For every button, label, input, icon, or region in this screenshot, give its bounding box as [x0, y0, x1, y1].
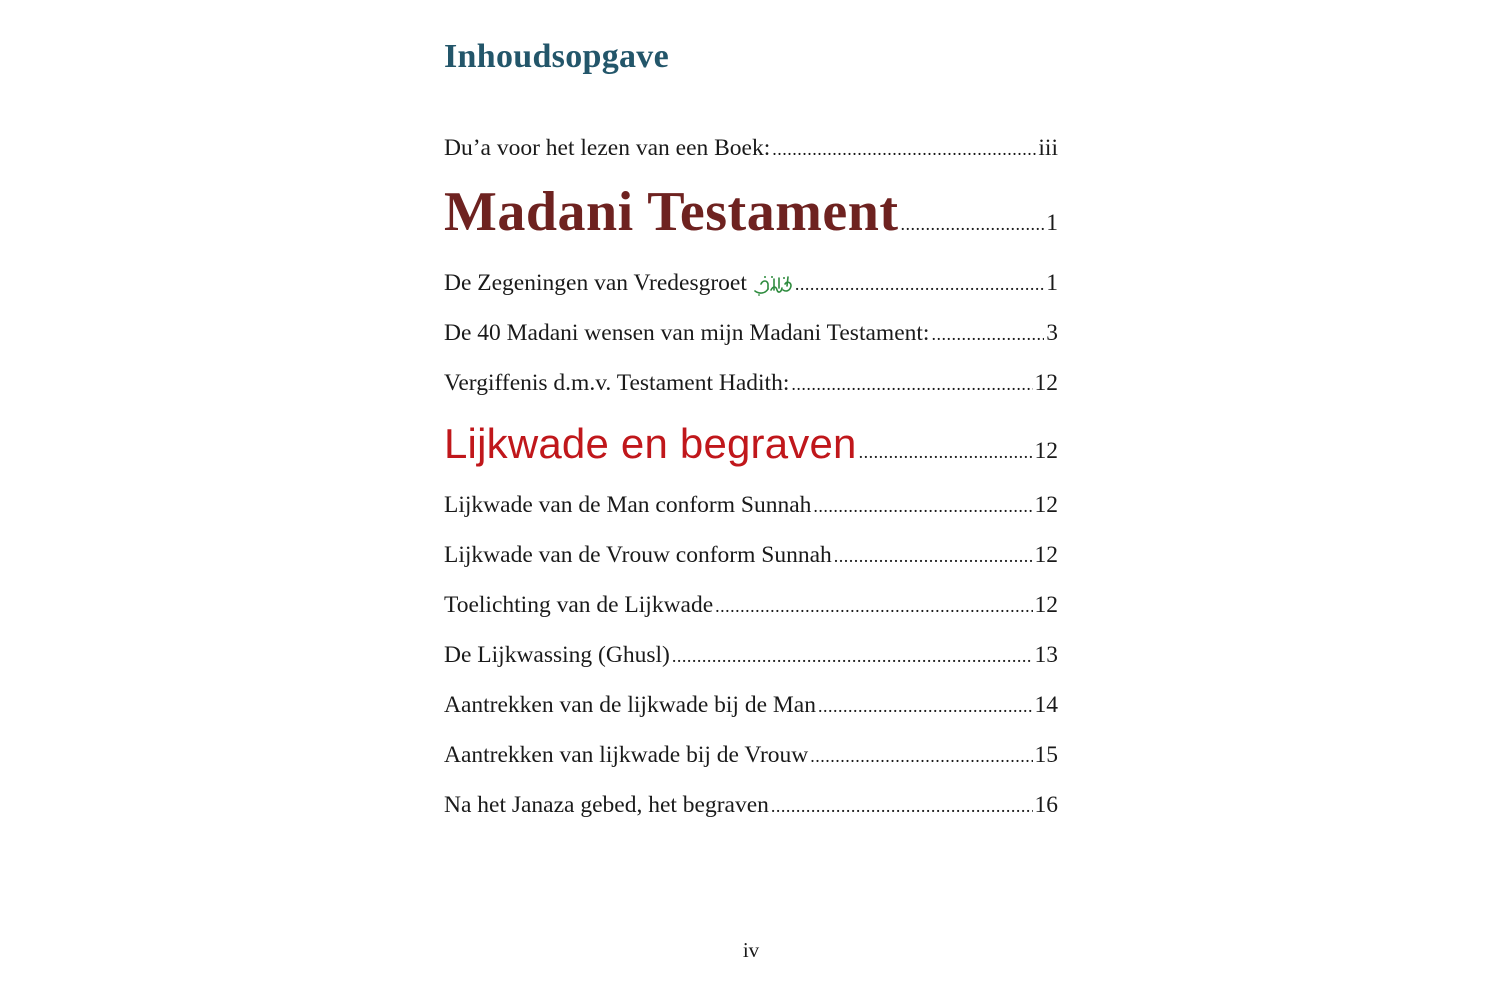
toc-entry[interactable] — [444, 270, 1058, 297]
toc-entry[interactable] — [444, 135, 1058, 162]
toc-page-number: 12 — [1034, 542, 1058, 568]
toc-entry-title: Toelichting van de Lijkwade — [444, 592, 714, 618]
toc-page-number: 1 — [1046, 270, 1058, 296]
toc-entry-title: De Lijkwassing (Ghusl) — [444, 642, 670, 668]
dot-leader — [772, 139, 1036, 160]
toc-page-number: 16 — [1034, 792, 1058, 818]
toc-entry[interactable] — [444, 692, 1058, 719]
dot-leader — [715, 596, 1032, 617]
toc-page-number: iii — [1038, 135, 1058, 161]
toc-entry-chapter[interactable] — [444, 420, 1058, 468]
toc-page-number: 14 — [1034, 692, 1058, 718]
toc-entry[interactable] — [444, 792, 1058, 819]
dot-leader — [771, 796, 1033, 817]
dot-leader — [901, 214, 1045, 235]
toc-entry[interactable] — [444, 320, 1058, 347]
toc-page-number: 1 — [1046, 210, 1058, 236]
toc-entry-title: Lijkwade van de Vrouw conform Sunnah — [444, 542, 832, 568]
toc-entry[interactable] — [444, 742, 1058, 769]
toc-entry[interactable] — [444, 642, 1058, 669]
toc-entry-label: De Zegeningen van Vredesgroet — [444, 270, 747, 296]
toc-page-number: 12 — [1034, 370, 1058, 396]
toc-chapter-title: Lijkwade en begraven — [444, 420, 857, 467]
toc-entry-title: Lijkwade van de Man conform Sunnah — [444, 492, 812, 518]
toc-entry-title: De 40 Madani wensen van mijn Madani Testament: — [444, 320, 930, 346]
page-title: Inhoudsopgave — [444, 38, 669, 75]
toc-page-number: 3 — [1046, 320, 1058, 346]
toc-entry-title: Na het Janaza gebed, het begraven — [444, 792, 769, 818]
dot-leader — [813, 496, 1032, 517]
dot-leader — [931, 324, 1044, 345]
document-page — [444, 0, 1058, 1000]
toc-entry[interactable] — [444, 370, 1058, 397]
toc-page-number: 12 — [1034, 492, 1058, 518]
page-number-footer: iv — [742, 938, 760, 962]
toc-entry-title: Vergiffenis d.m.v. Testament Hadith: — [444, 370, 790, 396]
dot-leader — [818, 696, 1033, 717]
toc-page-number: 12 — [1034, 438, 1058, 464]
toc-entry-title: Aantrekken van lijkwade bij de Vrouw — [444, 742, 809, 768]
dot-leader — [795, 274, 1044, 295]
toc-entry[interactable] — [444, 542, 1058, 569]
toc-entry-chapter[interactable] — [444, 180, 1058, 244]
toc-page-number: 12 — [1034, 592, 1058, 618]
toc-page-number: 13 — [1034, 642, 1058, 668]
salawat-calligraphy-icon — [753, 274, 793, 296]
dot-leader — [791, 374, 1032, 395]
dot-leader — [810, 746, 1032, 767]
dot-leader — [834, 546, 1033, 567]
toc-entry[interactable] — [444, 492, 1058, 519]
dot-leader — [672, 646, 1033, 667]
toc-entry-title: Du’a voor het lezen van een Boek: — [444, 135, 771, 161]
toc-page-number: 15 — [1034, 742, 1058, 768]
toc-chapter-title: Madani Testament — [444, 181, 899, 243]
dot-leader — [859, 442, 1033, 463]
toc-entry[interactable] — [444, 592, 1058, 619]
toc-entry-title: Aantrekken van de lijkwade bij de Man — [444, 692, 816, 718]
toc-entry-title — [444, 270, 793, 297]
